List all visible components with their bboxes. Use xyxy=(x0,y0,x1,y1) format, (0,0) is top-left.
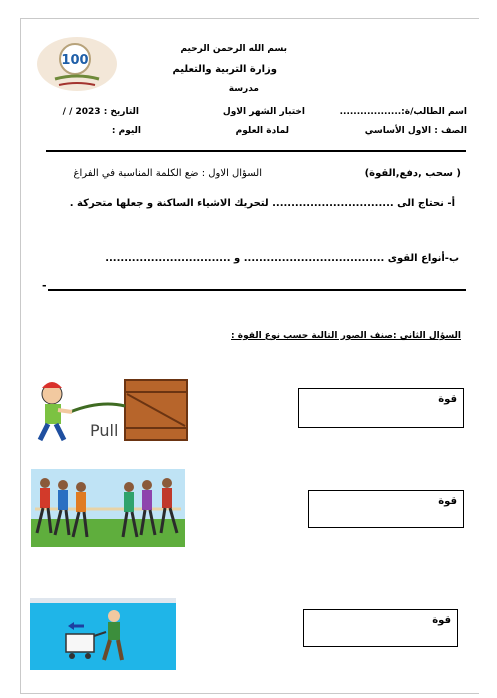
answer-box-1[interactable] xyxy=(298,388,464,428)
q1-word-bank: ( سحب ,دفع,القوة) xyxy=(364,168,461,179)
push-cart-picture xyxy=(30,598,176,670)
page-border xyxy=(20,18,479,694)
exam-title: اختبار الشهر الاول xyxy=(222,107,305,117)
subject-label: لمادة العلوم xyxy=(235,126,289,136)
school-label: مدرسة xyxy=(228,84,259,94)
logo-number: 100 xyxy=(61,53,89,68)
pull-crate-picture xyxy=(30,372,190,450)
ministry-name: وزارة التربية والتعليم xyxy=(172,64,277,75)
dash-mark: - xyxy=(42,279,47,292)
q1-divider xyxy=(48,289,466,291)
q2-title: السؤال الثاني :صنف الصور التالية حسب نوع القوة : xyxy=(231,331,461,341)
header-divider xyxy=(46,150,466,152)
q1-item-a: أ- نحتاج الى ................................ لتحريك الاشياء الساكنة و جعلها متحركة . xyxy=(69,198,455,209)
student-name-field: اسم الطالب/ة:.................. xyxy=(339,107,467,117)
tug-of-war-picture xyxy=(31,469,185,547)
q1-item-b: ب-أنواع القوى ..................................... و ................................. xyxy=(105,253,459,264)
ministry-logo xyxy=(35,35,119,93)
answer-box-3[interactable] xyxy=(303,609,458,647)
pull-label: Pull xyxy=(90,421,119,440)
answer-box-1-label: قوة xyxy=(438,394,457,405)
answer-box-2[interactable] xyxy=(308,490,464,528)
answer-box-2-label: قوة xyxy=(438,496,457,507)
date-field: التاريخ : 2023 / / xyxy=(62,107,139,117)
day-field: اليوم : xyxy=(111,126,141,136)
grade-label: الصف : الاول الأساسي xyxy=(364,126,467,136)
basmala: بسم الله الرحمن الرحيم xyxy=(180,44,287,54)
answer-box-3-label: قوة xyxy=(432,615,451,626)
q1-title: السؤال الاول : ضع الكلمة المناسبة في الفراغ xyxy=(73,168,262,179)
